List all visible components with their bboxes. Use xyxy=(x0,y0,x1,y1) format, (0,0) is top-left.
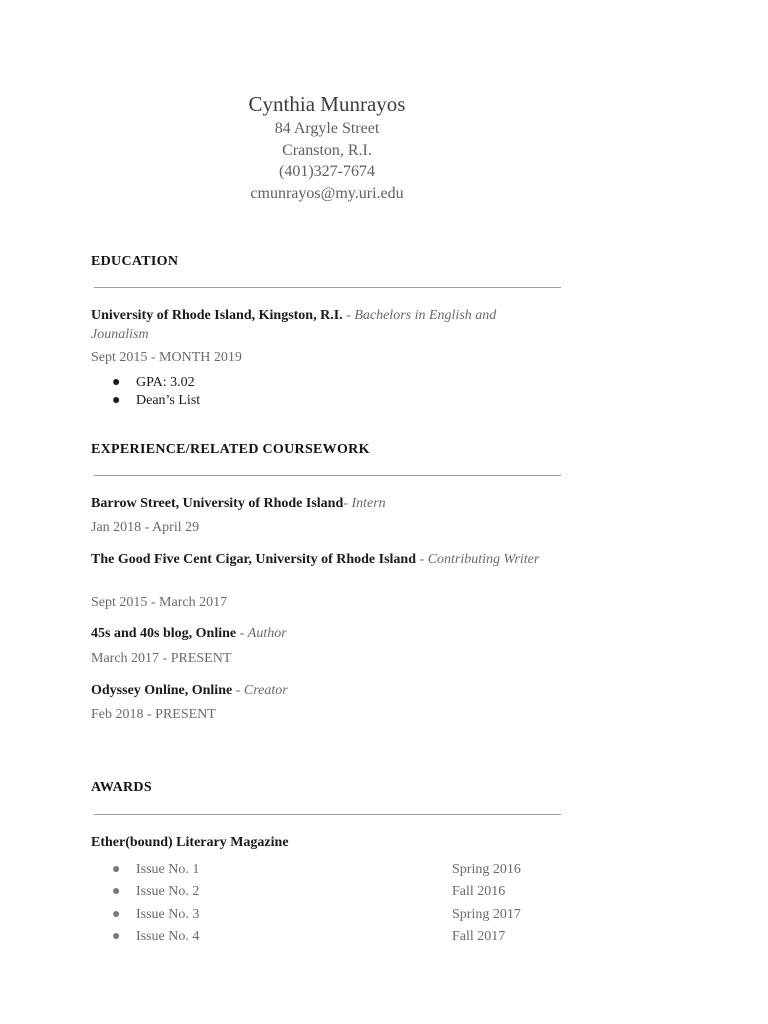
street-address: 84 Argyle Street xyxy=(274,120,380,137)
education-entry-title xyxy=(91,307,551,344)
publication-name: Ether(bound) Literary Magazine xyxy=(91,835,289,850)
experience-dates: March 2017 - PRESENT xyxy=(91,651,232,666)
bullet-icon: ● xyxy=(112,884,121,900)
organization-name: The Good Five Cent Cigar, University of Rhode Island xyxy=(91,552,417,567)
issue-number: Issue No. 3 xyxy=(136,906,200,922)
awards-heading: AWARDS xyxy=(91,780,152,795)
school-name: University of Rhode Island, Kingston, R.I. xyxy=(91,308,343,323)
issue-season: Fall 2016 xyxy=(452,884,506,900)
experience-dates: Sept 2015 - March 2017 xyxy=(91,595,228,610)
list-item xyxy=(112,374,200,392)
phone-number: (401)327-7674 xyxy=(279,163,375,180)
bullet-icon: ● xyxy=(112,393,121,408)
bullet-icon: ● xyxy=(112,375,121,390)
degree-name: Bachelors in English and Jounalism xyxy=(91,308,497,342)
gpa-text: GPA: 3.02 xyxy=(136,375,195,390)
education-bullets xyxy=(112,374,200,410)
experience-dates: Feb 2018 - PRESENT xyxy=(91,707,216,722)
list-item xyxy=(112,928,532,950)
organization-name: Barrow Street, University of Rhode Island xyxy=(91,496,344,511)
contact-header xyxy=(194,90,460,204)
experience-heading: EXPERIENCE/RELATED COURSEWORK xyxy=(91,442,370,457)
list-item xyxy=(112,883,532,905)
role-name: Creator xyxy=(243,683,288,698)
issue-number: Issue No. 2 xyxy=(136,884,200,900)
awards-list xyxy=(112,861,532,950)
issue-number: Issue No. 4 xyxy=(136,928,200,944)
bullet-icon: ● xyxy=(112,862,121,877)
role-name: Intern xyxy=(351,496,386,511)
list-item xyxy=(112,906,532,928)
issue-season: Fall 2017 xyxy=(452,928,506,944)
bullet-icon: ● xyxy=(112,906,121,922)
list-item xyxy=(112,392,200,410)
education-heading: EDUCATION xyxy=(91,254,179,269)
list-item xyxy=(112,861,532,883)
experience-divider xyxy=(94,475,561,476)
education-dates: Sept 2015 - MONTH 2019 xyxy=(91,350,242,365)
separator: - xyxy=(343,496,352,511)
role-name: Author xyxy=(247,626,287,641)
awards-entry-title xyxy=(91,834,551,853)
organization-name: Odyssey Online, Online xyxy=(91,683,233,698)
applicant-name: Cynthia Munrayos xyxy=(248,92,406,116)
experience-entry-title xyxy=(91,625,551,644)
organization-name: 45s and 40s blog, Online xyxy=(91,626,237,641)
education-divider xyxy=(94,287,561,288)
city-state: Cranston, R.I. xyxy=(282,141,372,159)
role-name: Contributing Writer xyxy=(427,552,540,567)
deans-list-text: Dean’s List xyxy=(136,393,201,408)
bullet-icon: ● xyxy=(112,928,121,944)
email-address[interactable]: cmunrayos@my.uri.edu xyxy=(250,184,404,202)
experience-entry-title xyxy=(91,551,551,570)
awards-divider xyxy=(94,814,561,815)
separator: - xyxy=(342,308,355,323)
separator: - xyxy=(416,552,428,567)
issue-season: Spring 2017 xyxy=(452,906,521,922)
issue-number: Issue No. 1 xyxy=(136,862,200,877)
issue-season: Spring 2016 xyxy=(452,862,521,877)
experience-dates: Jan 2018 - April 29 xyxy=(91,520,200,535)
separator: - xyxy=(232,683,244,698)
separator: - xyxy=(236,626,248,641)
experience-entry-title xyxy=(91,495,551,514)
experience-entry-title xyxy=(91,682,551,701)
